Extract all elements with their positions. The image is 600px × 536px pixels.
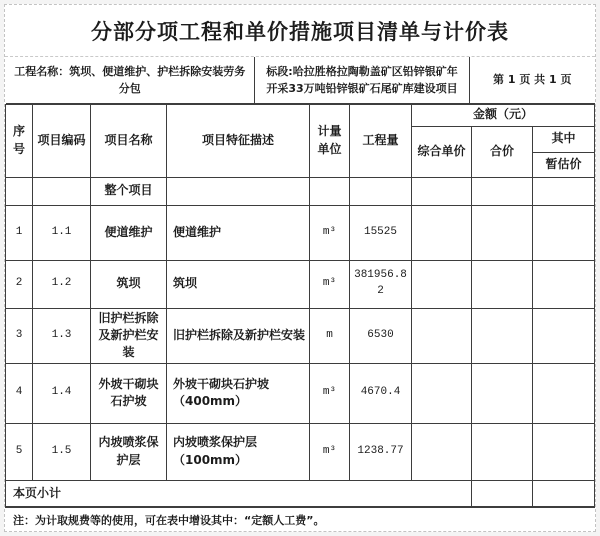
document-page	[4, 4, 596, 532]
cell-quantity: 381956.82	[350, 260, 412, 308]
cell-unit-price	[412, 308, 472, 363]
cell-seq	[6, 177, 33, 205]
cell-unit-price	[412, 363, 472, 423]
cell-code	[33, 177, 91, 205]
cell-feature: 旧护栏拆除及新护栏安装	[167, 308, 310, 363]
col-header-total-price: 合价	[472, 126, 533, 177]
pricing-table	[5, 104, 595, 509]
col-header-unit-price: 综合单价	[412, 126, 472, 177]
cell-unit-price	[412, 177, 472, 205]
cell-estimate	[533, 308, 595, 363]
cell-total-price	[472, 260, 533, 308]
cell-name: 外坡干砌块石护坡	[91, 363, 167, 423]
cell-unit-price	[412, 423, 472, 480]
cell-code: 1.3	[33, 308, 91, 363]
cell-code: 1.2	[33, 260, 91, 308]
cell-unit	[310, 177, 350, 205]
col-header-estimate: 暂估价	[533, 152, 595, 177]
cell-estimate	[533, 260, 595, 308]
cell-total-price	[472, 363, 533, 423]
cell-code: 1.4	[33, 363, 91, 423]
page-title: 分部分项工程和单价措施项目清单与计价表	[91, 18, 509, 44]
cell-quantity: 6530	[350, 308, 412, 363]
cell-code: 1.1	[33, 205, 91, 260]
table-row	[6, 423, 595, 480]
cell-seq: 3	[6, 308, 33, 363]
subtotal-label-cell: 本页小计	[6, 480, 472, 507]
cell-estimate	[533, 363, 595, 423]
col-header-among: 其中	[533, 126, 595, 152]
cell-quantity: 15525	[350, 205, 412, 260]
cell-total-price	[472, 423, 533, 480]
page-number-cell: 第 1 页 共 1 页	[470, 57, 595, 103]
section-name-cell: 标段:哈拉胜格拉陶勒盖矿区铅锌银矿年开采33万吨铅锌银矿石尾矿库建设项目	[255, 57, 470, 103]
cell-seq: 1	[6, 205, 33, 260]
cell-quantity: 4670.4	[350, 363, 412, 423]
col-header-unit: 计量单位	[310, 104, 350, 177]
section-label-cell: 整个项目	[91, 177, 167, 205]
cell-total-price	[472, 205, 533, 260]
cell-name: 筑坝	[91, 260, 167, 308]
title-block	[5, 5, 595, 57]
cell-total-price	[472, 308, 533, 363]
col-header-seq: 序号	[6, 104, 33, 177]
col-header-quantity: 工程量	[350, 104, 412, 177]
project-name-cell: 工程名称：筑坝、便道维护、护栏拆除安装劳务分包	[6, 57, 255, 103]
cell-name: 旧护栏拆除及新护栏安装	[91, 308, 167, 363]
table-row	[6, 260, 595, 308]
cell-seq: 5	[6, 423, 33, 480]
col-header-feature: 项目特征描述	[167, 104, 310, 177]
cell-quantity	[350, 177, 412, 205]
cell-unit: m³	[310, 363, 350, 423]
cell-estimate	[533, 177, 595, 205]
cell-estimate	[533, 205, 595, 260]
cell-feature: 便道维护	[167, 205, 310, 260]
cell-feature: 内坡喷浆保护层（100mm）	[167, 423, 310, 480]
header-row-1	[6, 104, 595, 126]
cell-feature	[167, 177, 310, 205]
subtotal-row	[6, 480, 595, 507]
cell-quantity: 1238.77	[350, 423, 412, 480]
cell-feature: 外坡干砌块石护坡（400mm）	[167, 363, 310, 423]
section-row	[6, 177, 595, 205]
cell-name: 便道维护	[91, 205, 167, 260]
cell-unit: m³	[310, 205, 350, 260]
cell-name: 内坡喷浆保护层	[91, 423, 167, 480]
table-row	[6, 363, 595, 423]
col-header-amount-group: 金额（元）	[412, 104, 595, 126]
cell-feature: 筑坝	[167, 260, 310, 308]
cell-unit: m	[310, 308, 350, 363]
cell-seq: 2	[6, 260, 33, 308]
col-header-name: 项目名称	[91, 104, 167, 177]
info-row	[6, 57, 595, 103]
cell-unit: m³	[310, 260, 350, 308]
cell-seq: 4	[6, 363, 33, 423]
cell-unit-price	[412, 205, 472, 260]
col-header-code: 项目编码	[33, 104, 91, 177]
cell-unit-price	[412, 260, 472, 308]
table-row	[6, 205, 595, 260]
cell-estimate	[533, 423, 595, 480]
cell-unit: m³	[310, 423, 350, 480]
subtotal-estimate-cell	[533, 480, 595, 507]
info-table	[6, 57, 595, 104]
table-row	[6, 308, 595, 363]
subtotal-total-price-cell	[472, 480, 533, 507]
cell-total-price	[472, 177, 533, 205]
footnote: 注：为计取规费等的使用，可在表中增设其中：“定额人工费”。	[13, 514, 325, 528]
cell-code: 1.5	[33, 423, 91, 480]
